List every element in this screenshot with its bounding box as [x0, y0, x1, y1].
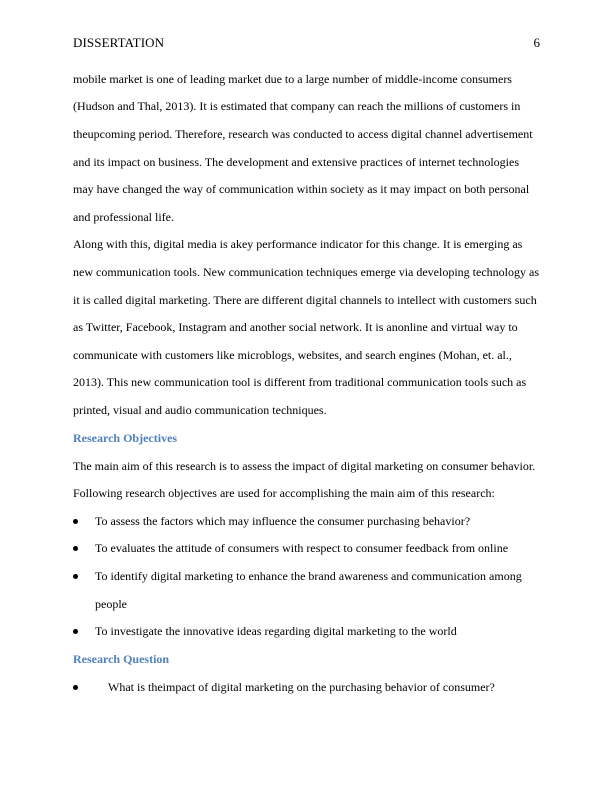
bullet-icon: [73, 623, 81, 639]
objective-item: To identify digital marketing to enhance the brand awareness and communication among: [95, 569, 522, 583]
question-item: What is theimpact of digital marketing on the purchasing behavior of consumer?: [108, 680, 495, 694]
paragraph-line: The main aim of this research is to assess the impact of digital marketing on consumer behavior.: [73, 459, 536, 473]
bullet-icon: [73, 679, 81, 695]
paragraph-line: theupcoming period. Therefore, research was conducted to access digital channel advertisement: [73, 127, 533, 141]
bullet-icon: [73, 513, 81, 529]
section-heading-objectives: Research Objectives: [73, 431, 178, 445]
paragraph-line: may have changed the way of communication within society as it may impact on both personal: [73, 182, 530, 196]
bullet-icon: [73, 540, 81, 556]
paragraph-line: as Twitter, Facebook, Instagram and another social network. It is anonline and virtual way to: [73, 320, 518, 334]
objective-item: To assess the factors which may influence the consumer purchasing behavior?: [95, 514, 471, 528]
bullet-icon: [73, 568, 81, 584]
paragraph-line: 2013). This new communication tool is different from traditional communication tools such as: [73, 375, 527, 389]
paragraph-line: communicate with customers like microblogs, websites, and search engines (Mohan, et. al.,: [73, 348, 512, 362]
paragraph-line: printed, visual and audio communication techniques.: [73, 403, 327, 417]
section-heading-question: Research Question: [73, 652, 170, 666]
paragraph-line: (Hudson and Thal, 2013). It is estimated that company can reach the millions of customers in: [73, 99, 521, 113]
running-header-title: DISSERTATION: [73, 35, 165, 50]
paragraph-line: Along with this, digital media is akey performance indicator for this change. It is emerging as: [73, 237, 523, 251]
paragraph-line: and professional life.: [73, 210, 174, 224]
paragraph-line: Following research objectives are used for accomplishing the main aim of this research:: [73, 486, 495, 500]
paragraph-line: mobile market is one of leading market due to a large number of middle-income consumers: [73, 72, 512, 86]
page-number: 6: [533, 35, 540, 50]
objective-item-continued: people: [95, 597, 127, 611]
paragraph-line: new communication tools. New communication techniques emerge via developing technology as: [73, 265, 539, 279]
objective-item: To investigate the innovative ideas regarding digital marketing to the world: [95, 624, 457, 638]
objective-item: To evaluates the attitude of consumers with respect to consumer feedback from online: [95, 541, 509, 555]
paragraph-line: and its impact on business. The development and extensive practices of internet technologies: [73, 155, 519, 169]
paragraph-line: it is called digital marketing. There are different digital channels to intellect with customers such: [73, 293, 537, 307]
